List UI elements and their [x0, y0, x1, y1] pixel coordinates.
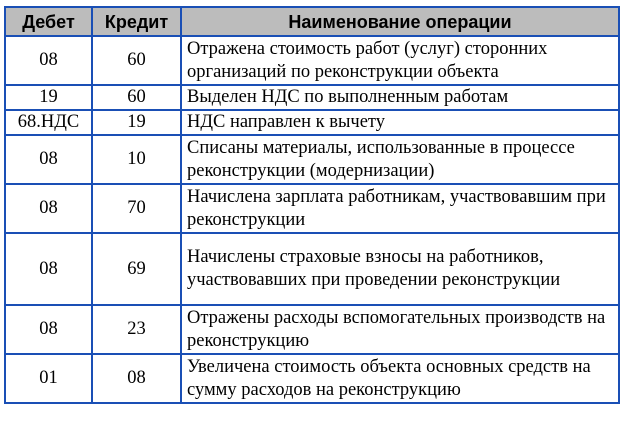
table-row — [5, 110, 619, 135]
header-credit: Кредит — [92, 7, 181, 36]
operation-name-cell: Начислены страховые взносы на работников, участвовавших при проведении реконструкции — [181, 233, 619, 305]
table-row — [5, 233, 619, 305]
table-row — [5, 85, 619, 110]
debit-cell: 68.НДС — [5, 110, 92, 135]
table-row — [5, 135, 619, 184]
operation-name-cell: Отражены расходы вспомогательных производств на реконструкцию — [181, 305, 619, 354]
debit-cell: 08 — [5, 135, 92, 184]
operation-name-cell: НДС направлен к вычету — [181, 110, 619, 135]
debit-cell: 08 — [5, 184, 92, 233]
header-operation-name: Наименование операции — [181, 7, 619, 36]
header-debit: Дебет — [5, 7, 92, 36]
operation-name-cell: Начислена зарплата работникам, участвовавшим при реконструкции — [181, 184, 619, 233]
credit-cell: 19 — [92, 110, 181, 135]
operation-name-cell: Увеличена стоимость объекта основных средств на сумму расходов на реконструкцию — [181, 354, 619, 403]
table-header-row — [5, 7, 619, 36]
debit-cell: 08 — [5, 233, 92, 305]
credit-cell: 10 — [92, 135, 181, 184]
credit-cell: 60 — [92, 36, 181, 85]
accounting-entries-table — [4, 6, 620, 404]
credit-cell: 23 — [92, 305, 181, 354]
operation-name-cell: Отражена стоимость работ (услуг) сторонних организаций по реконструкции объекта — [181, 36, 619, 85]
debit-cell: 08 — [5, 305, 92, 354]
table-row — [5, 305, 619, 354]
table-row — [5, 36, 619, 85]
table-row — [5, 184, 619, 233]
table-row — [5, 354, 619, 403]
operation-name-cell: Выделен НДС по выполненным работам — [181, 85, 619, 110]
credit-cell: 70 — [92, 184, 181, 233]
credit-cell: 60 — [92, 85, 181, 110]
credit-cell: 08 — [92, 354, 181, 403]
debit-cell: 08 — [5, 36, 92, 85]
operation-name-cell: Списаны материалы, использованные в процессе реконструкции (модернизации) — [181, 135, 619, 184]
debit-cell: 19 — [5, 85, 92, 110]
credit-cell: 69 — [92, 233, 181, 305]
debit-cell: 01 — [5, 354, 92, 403]
